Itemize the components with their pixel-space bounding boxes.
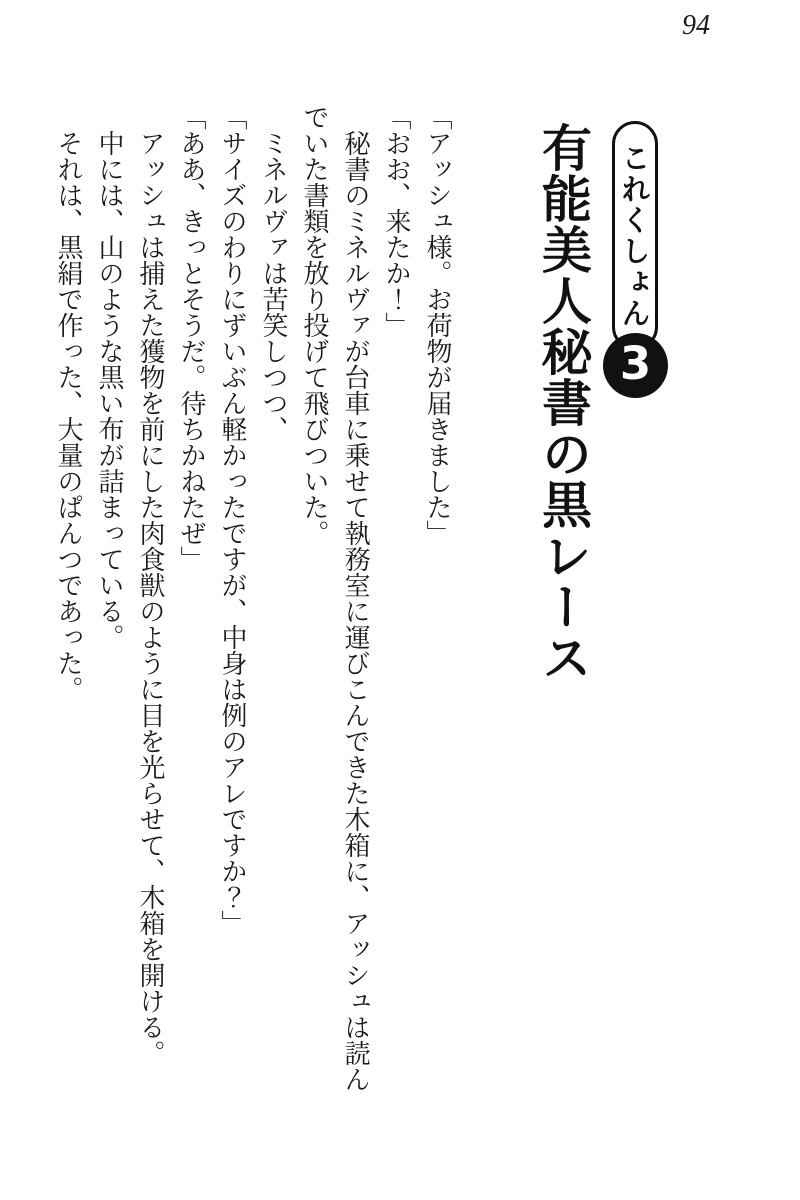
text-line: ミネルヴァは苦笑しつつ、 <box>259 104 288 442</box>
text-line: 秘書のミネルヴァが台車に乗せて執務室に運びこんできた木箱に、アッシュは読ん <box>341 104 370 1092</box>
text-line: アッシュは捕えた獲物を前にした肉食獣のように目を光らせて、木箱を開ける。 <box>136 104 165 1066</box>
chapter-title: 有能美人秘書の黒レース <box>534 122 592 683</box>
collection-badge-pill <box>612 121 658 350</box>
page-number: 94 <box>682 10 710 41</box>
text-line: 中には、山のような黒い布が詰まっている。 <box>95 104 124 650</box>
collection-label: これくしょん <box>617 142 652 329</box>
text-line: 「ああ、きっとそうだ。待ちかねたぜ」 <box>177 104 206 572</box>
text-line: でいた書類を放り投げて飛びついた。 <box>300 104 329 546</box>
collection-number: 3 <box>619 337 652 390</box>
text-line: 「サイズのわりにずいぶん軽かったですが、中身は例のアレですか？」 <box>218 104 247 936</box>
body-text <box>48 104 458 1114</box>
text-line: それは、黒絹で作った、大量のぱんつであった。 <box>54 104 83 702</box>
text-line: 「アッシュ様。お荷物が届きました」 <box>423 104 452 546</box>
collection-number-circle <box>603 333 668 398</box>
text-line: 「おお、来たか！」 <box>382 104 411 338</box>
